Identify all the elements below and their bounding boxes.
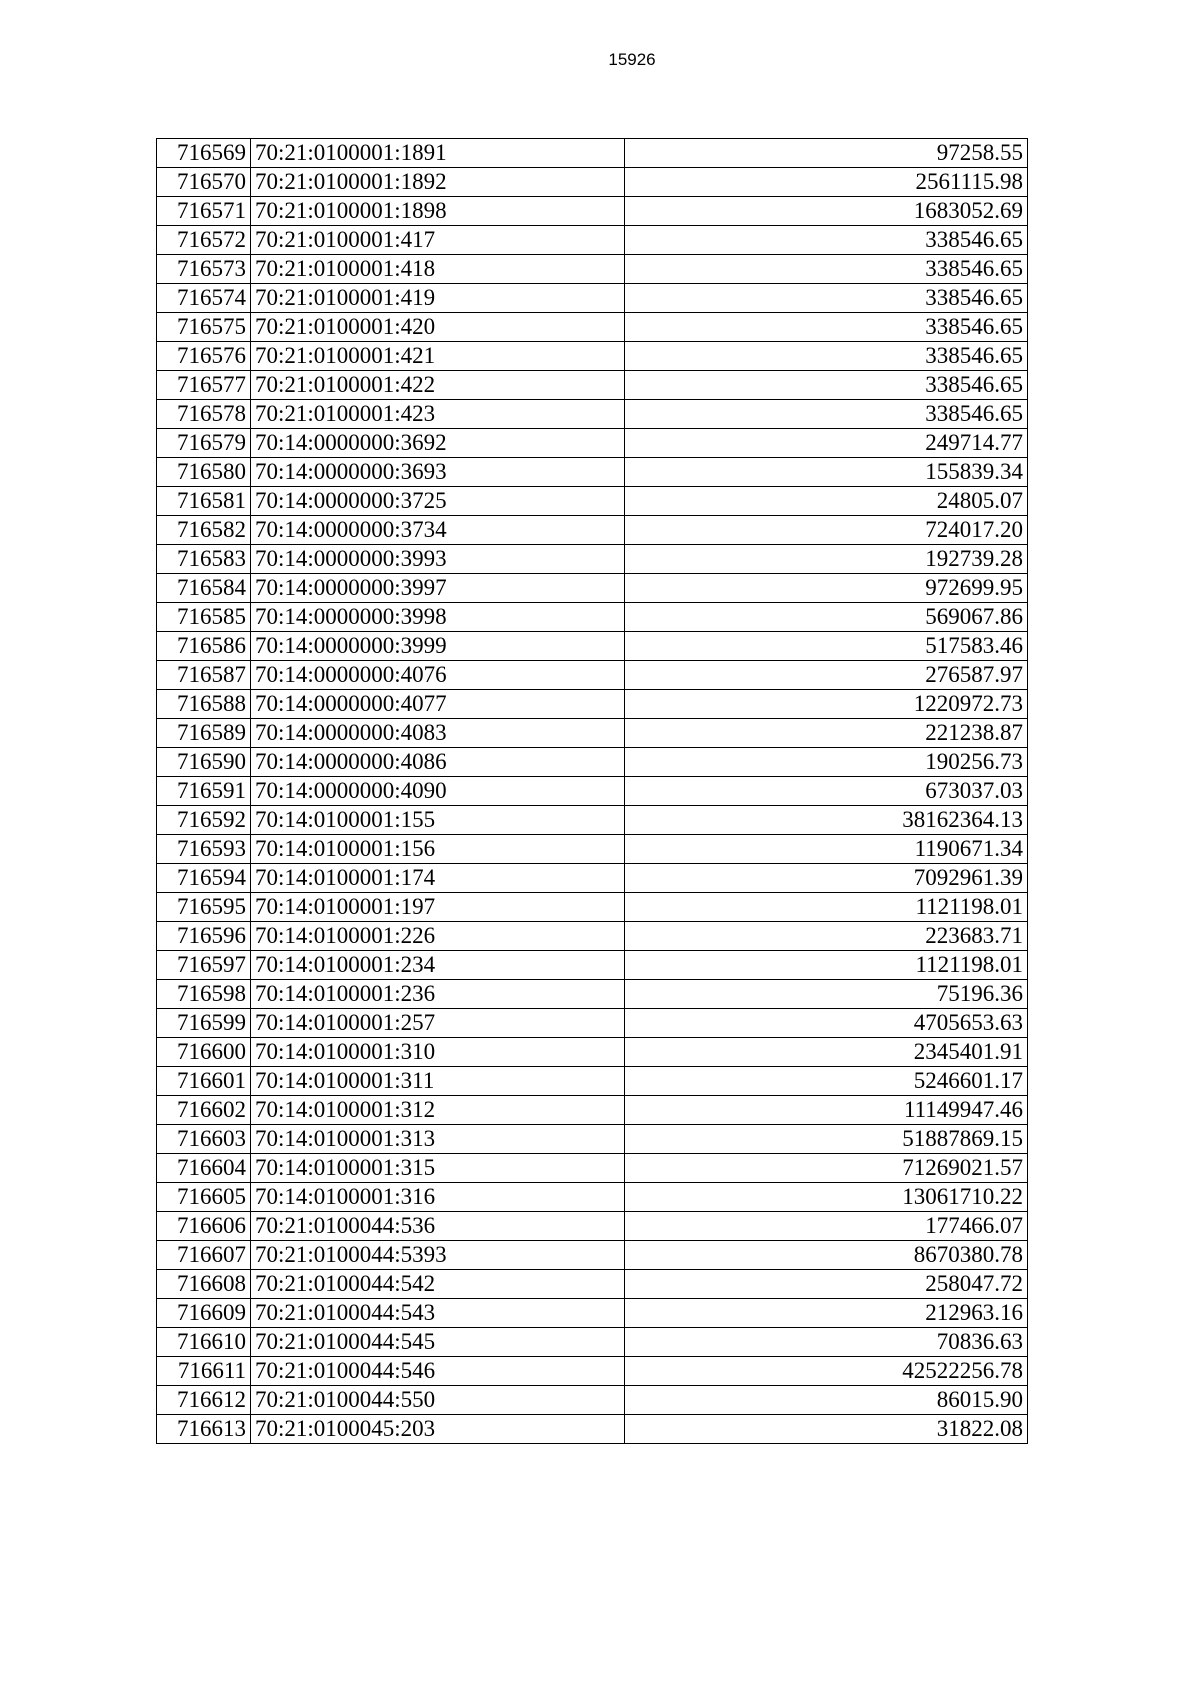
value-cell: 338546.65 — [625, 371, 1028, 400]
cadastral-number-cell: 70:21:0100044:546 — [251, 1357, 625, 1386]
row-id-cell: 716585 — [157, 603, 251, 632]
row-id-cell: 716594 — [157, 864, 251, 893]
value-cell: 190256.73 — [625, 748, 1028, 777]
value-cell: 249714.77 — [625, 429, 1028, 458]
table-row — [157, 168, 1028, 197]
cadastral-number-cell: 70:21:0100001:1891 — [251, 139, 625, 168]
row-id-cell: 716608 — [157, 1270, 251, 1299]
table-row — [157, 516, 1028, 545]
cadastral-number-cell: 70:14:0100001:234 — [251, 951, 625, 980]
cadastral-number-cell: 70:21:0100001:419 — [251, 284, 625, 313]
table-row — [157, 1125, 1028, 1154]
cadastral-number-cell: 70:14:0000000:3999 — [251, 632, 625, 661]
value-cell: 155839.34 — [625, 458, 1028, 487]
value-cell: 338546.65 — [625, 226, 1028, 255]
table-row — [157, 284, 1028, 313]
row-id-cell: 716570 — [157, 168, 251, 197]
row-id-cell: 716586 — [157, 632, 251, 661]
table-row — [157, 603, 1028, 632]
cadastral-number-cell: 70:21:0100001:418 — [251, 255, 625, 284]
value-cell: 70836.63 — [625, 1328, 1028, 1357]
row-id-cell: 716589 — [157, 719, 251, 748]
page-number: 15926 — [608, 50, 656, 69]
value-cell: 338546.65 — [625, 255, 1028, 284]
cadastral-number-cell: 70:14:0100001:311 — [251, 1067, 625, 1096]
table-row — [157, 1270, 1028, 1299]
value-cell: 7092961.39 — [625, 864, 1028, 893]
cadastral-number-cell: 70:21:0100001:1898 — [251, 197, 625, 226]
row-id-cell: 716582 — [157, 516, 251, 545]
table-row — [157, 1212, 1028, 1241]
table-row — [157, 1096, 1028, 1125]
value-cell: 192739.28 — [625, 545, 1028, 574]
value-cell: 97258.55 — [625, 139, 1028, 168]
row-id-cell: 716572 — [157, 226, 251, 255]
cadastral-number-cell: 70:14:0100001:197 — [251, 893, 625, 922]
row-id-cell: 716609 — [157, 1299, 251, 1328]
value-cell: 51887869.15 — [625, 1125, 1028, 1154]
row-id-cell: 716573 — [157, 255, 251, 284]
value-cell: 31822.08 — [625, 1415, 1028, 1444]
table-row — [157, 777, 1028, 806]
cadastral-number-cell: 70:21:0100044:545 — [251, 1328, 625, 1357]
table-row — [157, 690, 1028, 719]
cadastral-number-cell: 70:21:0100001:422 — [251, 371, 625, 400]
table-row — [157, 632, 1028, 661]
table-row — [157, 1067, 1028, 1096]
table-row — [157, 487, 1028, 516]
table-row — [157, 226, 1028, 255]
table-row — [157, 893, 1028, 922]
row-id-cell: 716596 — [157, 922, 251, 951]
value-cell: 258047.72 — [625, 1270, 1028, 1299]
row-id-cell: 716605 — [157, 1183, 251, 1212]
table-row — [157, 661, 1028, 690]
row-id-cell: 716577 — [157, 371, 251, 400]
row-id-cell: 716602 — [157, 1096, 251, 1125]
value-cell: 11149947.46 — [625, 1096, 1028, 1125]
row-id-cell: 716600 — [157, 1038, 251, 1067]
table-body — [157, 139, 1028, 1444]
table-row — [157, 835, 1028, 864]
cadastral-number-cell: 70:14:0100001:236 — [251, 980, 625, 1009]
cadastral-number-cell: 70:14:0000000:4077 — [251, 690, 625, 719]
table-row — [157, 545, 1028, 574]
table-row — [157, 139, 1028, 168]
table-row — [157, 922, 1028, 951]
table-row — [157, 1299, 1028, 1328]
row-id-cell: 716597 — [157, 951, 251, 980]
table-row — [157, 255, 1028, 284]
row-id-cell: 716579 — [157, 429, 251, 458]
value-cell: 972699.95 — [625, 574, 1028, 603]
cadastral-number-cell: 70:21:0100001:1892 — [251, 168, 625, 197]
cadastral-number-cell: 70:14:0100001:316 — [251, 1183, 625, 1212]
value-cell: 276587.97 — [625, 661, 1028, 690]
value-cell: 177466.07 — [625, 1212, 1028, 1241]
cadastral-number-cell: 70:14:0100001:312 — [251, 1096, 625, 1125]
row-id-cell: 716587 — [157, 661, 251, 690]
value-cell: 1121198.01 — [625, 893, 1028, 922]
value-cell: 42522256.78 — [625, 1357, 1028, 1386]
cadastral-number-cell: 70:14:0000000:4076 — [251, 661, 625, 690]
cadastral-number-cell: 70:14:0100001:257 — [251, 1009, 625, 1038]
row-id-cell: 716576 — [157, 342, 251, 371]
cadastral-number-cell: 70:21:0100044:542 — [251, 1270, 625, 1299]
value-cell: 5246601.17 — [625, 1067, 1028, 1096]
value-cell: 517583.46 — [625, 632, 1028, 661]
row-id-cell: 716612 — [157, 1386, 251, 1415]
table-row — [157, 980, 1028, 1009]
row-id-cell: 716584 — [157, 574, 251, 603]
row-id-cell: 716601 — [157, 1067, 251, 1096]
row-id-cell: 716604 — [157, 1154, 251, 1183]
value-cell: 1121198.01 — [625, 951, 1028, 980]
cadastral-number-cell: 70:21:0100001:421 — [251, 342, 625, 371]
row-id-cell: 716599 — [157, 1009, 251, 1038]
table-row — [157, 719, 1028, 748]
row-id-cell: 716581 — [157, 487, 251, 516]
value-cell: 24805.07 — [625, 487, 1028, 516]
cadastral-number-cell: 70:14:0000000:3734 — [251, 516, 625, 545]
cadastral-number-cell: 70:21:0100001:420 — [251, 313, 625, 342]
table-row — [157, 806, 1028, 835]
value-cell: 75196.36 — [625, 980, 1028, 1009]
cadastral-number-cell: 70:14:0000000:4090 — [251, 777, 625, 806]
cadastral-number-cell: 70:14:0000000:3693 — [251, 458, 625, 487]
value-cell: 8670380.78 — [625, 1241, 1028, 1270]
table-row — [157, 429, 1028, 458]
value-cell: 673037.03 — [625, 777, 1028, 806]
row-id-cell: 716606 — [157, 1212, 251, 1241]
value-cell: 38162364.13 — [625, 806, 1028, 835]
cadastral-number-cell: 70:14:0000000:3997 — [251, 574, 625, 603]
cadastral-number-cell: 70:21:0100044:536 — [251, 1212, 625, 1241]
table-row — [157, 1183, 1028, 1212]
cadastral-number-cell: 70:14:0100001:315 — [251, 1154, 625, 1183]
value-cell: 338546.65 — [625, 342, 1028, 371]
cadastral-number-cell: 70:14:0000000:4083 — [251, 719, 625, 748]
table-row — [157, 197, 1028, 226]
cadastral-number-cell: 70:14:0100001:226 — [251, 922, 625, 951]
value-cell: 4705653.63 — [625, 1009, 1028, 1038]
cadastral-number-cell: 70:21:0100044:543 — [251, 1299, 625, 1328]
table-row — [157, 1415, 1028, 1444]
row-id-cell: 716578 — [157, 400, 251, 429]
row-id-cell: 716592 — [157, 806, 251, 835]
cadastral-number-cell: 70:21:0100044:5393 — [251, 1241, 625, 1270]
value-cell: 86015.90 — [625, 1386, 1028, 1415]
cadastral-number-cell: 70:21:0100045:203 — [251, 1415, 625, 1444]
table-row — [157, 748, 1028, 777]
value-cell: 338546.65 — [625, 400, 1028, 429]
cadastral-number-cell: 70:14:0000000:3725 — [251, 487, 625, 516]
row-id-cell: 716590 — [157, 748, 251, 777]
value-cell: 338546.65 — [625, 313, 1028, 342]
value-cell: 724017.20 — [625, 516, 1028, 545]
row-id-cell: 716569 — [157, 139, 251, 168]
cadastral-number-cell: 70:14:0000000:4086 — [251, 748, 625, 777]
value-cell: 223683.71 — [625, 922, 1028, 951]
cadastral-number-cell: 70:14:0100001:155 — [251, 806, 625, 835]
cadastral-number-cell: 70:14:0100001:174 — [251, 864, 625, 893]
table-row — [157, 1009, 1028, 1038]
row-id-cell: 716591 — [157, 777, 251, 806]
table-row — [157, 951, 1028, 980]
cadastral-number-cell: 70:14:0000000:3692 — [251, 429, 625, 458]
value-cell: 569067.86 — [625, 603, 1028, 632]
value-cell: 2345401.91 — [625, 1038, 1028, 1067]
value-cell: 338546.65 — [625, 284, 1028, 313]
table-row — [157, 864, 1028, 893]
row-id-cell: 716588 — [157, 690, 251, 719]
row-id-cell: 716603 — [157, 1125, 251, 1154]
row-id-cell: 716571 — [157, 197, 251, 226]
value-cell: 212963.16 — [625, 1299, 1028, 1328]
value-cell: 221238.87 — [625, 719, 1028, 748]
table-row — [157, 371, 1028, 400]
value-cell: 1220972.73 — [625, 690, 1028, 719]
table-row — [157, 574, 1028, 603]
cadastral-number-cell: 70:14:0100001:156 — [251, 835, 625, 864]
cadastral-number-cell: 70:14:0100001:310 — [251, 1038, 625, 1067]
table-row — [157, 1241, 1028, 1270]
table-row — [157, 1386, 1028, 1415]
cadastral-number-cell: 70:14:0100001:313 — [251, 1125, 625, 1154]
cadastral-number-cell: 70:21:0100001:423 — [251, 400, 625, 429]
cadastral-number-cell: 70:14:0000000:3998 — [251, 603, 625, 632]
row-id-cell: 716613 — [157, 1415, 251, 1444]
row-id-cell: 716611 — [157, 1357, 251, 1386]
cadastral-number-cell: 70:21:0100044:550 — [251, 1386, 625, 1415]
table-row — [157, 313, 1028, 342]
table-row — [157, 458, 1028, 487]
value-cell: 2561115.98 — [625, 168, 1028, 197]
row-id-cell: 716574 — [157, 284, 251, 313]
row-id-cell: 716580 — [157, 458, 251, 487]
table-row — [157, 1328, 1028, 1357]
row-id-cell: 716610 — [157, 1328, 251, 1357]
value-cell: 1683052.69 — [625, 197, 1028, 226]
data-table — [156, 138, 1028, 1444]
row-id-cell: 716598 — [157, 980, 251, 1009]
row-id-cell: 716595 — [157, 893, 251, 922]
row-id-cell: 716575 — [157, 313, 251, 342]
table-row — [157, 342, 1028, 371]
table-row — [157, 1154, 1028, 1183]
row-id-cell: 716583 — [157, 545, 251, 574]
table-row — [157, 400, 1028, 429]
value-cell: 1190671.34 — [625, 835, 1028, 864]
table-row — [157, 1357, 1028, 1386]
row-id-cell: 716607 — [157, 1241, 251, 1270]
row-id-cell: 716593 — [157, 835, 251, 864]
cadastral-number-cell: 70:14:0000000:3993 — [251, 545, 625, 574]
table-row — [157, 1038, 1028, 1067]
value-cell: 71269021.57 — [625, 1154, 1028, 1183]
value-cell: 13061710.22 — [625, 1183, 1028, 1212]
cadastral-number-cell: 70:21:0100001:417 — [251, 226, 625, 255]
